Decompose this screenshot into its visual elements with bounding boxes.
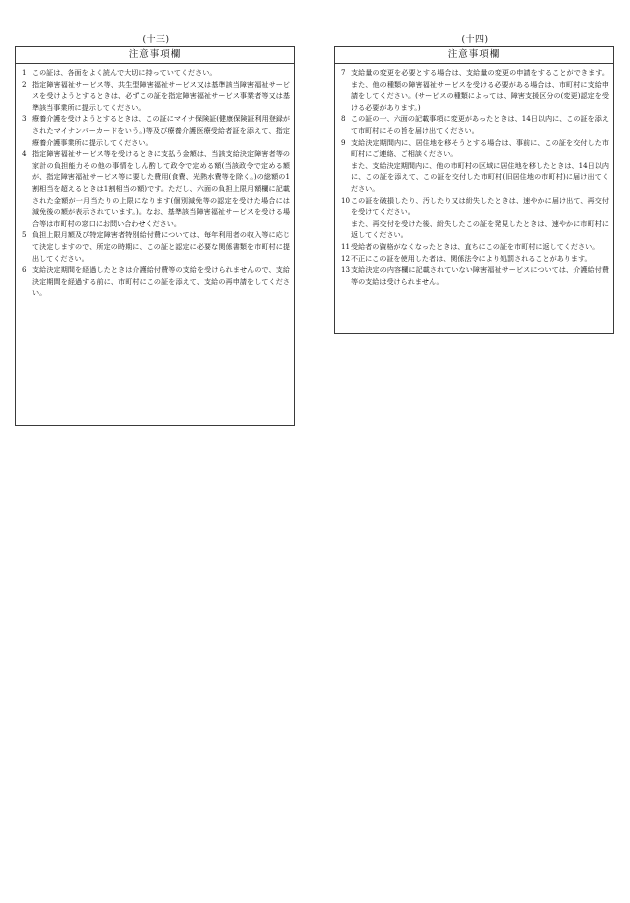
notice-item-number: 13	[341, 265, 351, 275]
notice-item-text: また、支給決定期間内に、他の市町村の区域に居住地を移したときは、14日以内に、この証を添えて、この証を交付した市町村(旧居住地の市町村)に届け出てください。	[351, 160, 609, 193]
notice-item-text: 支給量の変更を必要とする場合は、支給量の変更の申請をすることができます。また、他の種類の障害福祉サービスを受ける必要がある場合は、市町村に支給申請をしてください。(サービスの種類によっては、障害支援区分の(変更)認定を受ける必要があります。)	[351, 68, 609, 112]
notice-item-number: 12	[341, 253, 351, 263]
notice-item-text: 不正にこの証を使用した者は、関係法令により処罰されることがあります。	[351, 253, 592, 263]
notice-item	[20, 79, 290, 114]
notice-panel-right	[334, 46, 614, 334]
notice-item-text: 療養介護を受けようとするときは、この証にマイナ保険証(健康保険証利用登録がされたマイナンバーカードをいう。)等及び療養介護医療受給者証を添えて、指定療養介護事業所に提示してください。	[32, 114, 290, 147]
notice-item-number: 10	[341, 195, 351, 205]
notice-item	[339, 241, 609, 253]
notice-item-text: また、再交付を受けた後、紛失したこの証を発見したときは、速やかに市町村に返してください。	[351, 218, 609, 240]
notice-panel-left	[15, 46, 295, 426]
notice-item-text: この証の一、六面の記載事項に変更があったときは、14日以内に、この証を添えて市町村にその旨を届け出てください。	[351, 114, 609, 135]
notice-item-text: 支給決定の内容欄に記載されていない障害福祉サービスについては、介護給付費等の支給は受けられません。	[351, 265, 609, 286]
notice-item	[339, 253, 609, 265]
page-number-right: (十四)	[461, 35, 489, 45]
notice-item-text: 支給決定期間内に、居住地を移そうとする場合は、事前に、この証を交付した市町村にご連絡、ご相談ください。	[351, 137, 609, 159]
notice-item-text: この証を破損したり、汚したり又は紛失したときは、速やかに届け出て、再交付を受けてください。	[351, 195, 609, 217]
notice-list-left	[16, 64, 294, 301]
notice-item-number: 11	[341, 241, 351, 251]
notice-item-number: 9	[341, 137, 346, 147]
notice-item-number: 2	[22, 79, 27, 89]
notice-item	[339, 195, 609, 241]
notice-item-text: この証は、各面をよく読んで大切に持っていてください。	[32, 68, 217, 77]
notice-item	[339, 137, 609, 195]
notice-item-number: 7	[341, 68, 346, 77]
notice-item-text: 支給決定期間を経過したときは介護給付費等の支給を受けられませんので、支給決定期間を経過する前に、市町村にこの証を添えて、支給の再申請をしてください。	[32, 265, 290, 298]
page-number-left: (十三)	[142, 35, 170, 45]
notice-item-text: 指定障害福祉サービス等、共生型障害福祉サービス又は基準該当障害福祉サービスを受けようとするときは、必ずこの証を指定障害福祉サービス事業者等又は基準該当事業所に提示してください。	[32, 79, 290, 112]
notice-item	[20, 67, 290, 79]
notice-item	[20, 229, 290, 264]
notice-item-number: 8	[341, 114, 346, 124]
notice-list-right	[335, 64, 613, 289]
notice-item-number: 1	[22, 68, 27, 77]
notice-item-number: 5	[22, 230, 27, 240]
notice-item	[339, 67, 609, 113]
notice-item-number: 6	[22, 265, 27, 275]
notice-item-number: 3	[22, 114, 27, 124]
notice-item-text: 受給者の資格がなくなったときは、直ちにこの証を市町村に返してください。	[351, 241, 600, 251]
notice-item	[339, 113, 609, 136]
notice-item	[339, 264, 609, 287]
notice-item	[20, 148, 290, 229]
notice-item-text: 指定障害福祉サービス等を受けるときに支払う金額は、当該支給決定障害者等の家計の負担能力その他の事情をしん酌して政令で定める額(当該政令で定める額が、指定障害福祉サービス等に要した費用(食費、光熱水費等を除く。)の総額の1割相当を超えるときは1割相当の額)です。ただし、六面の負担上限月額欄に記載された金額が一月当たりの上限になります(個別減免等の認定を受けた場合には減免後の額が表示されています。)。なお、基準該当障害福祉サービスを受ける場合等は市町村の窓口にお問い合わせください。	[32, 149, 290, 228]
notice-item-text: 負担上限月額及び特定障害者特別給付費については、毎年利用者の収入等に応じて決定しますので、所定の時期に、この証と認定に必要な関係書類を市町村に提出してください。	[32, 230, 290, 263]
panel-title-left: 注意事項欄	[16, 47, 294, 64]
notice-item-number: 4	[22, 149, 27, 159]
notice-item	[20, 113, 290, 148]
notice-item	[20, 264, 290, 299]
panel-title-right: 注意事項欄	[335, 47, 613, 64]
